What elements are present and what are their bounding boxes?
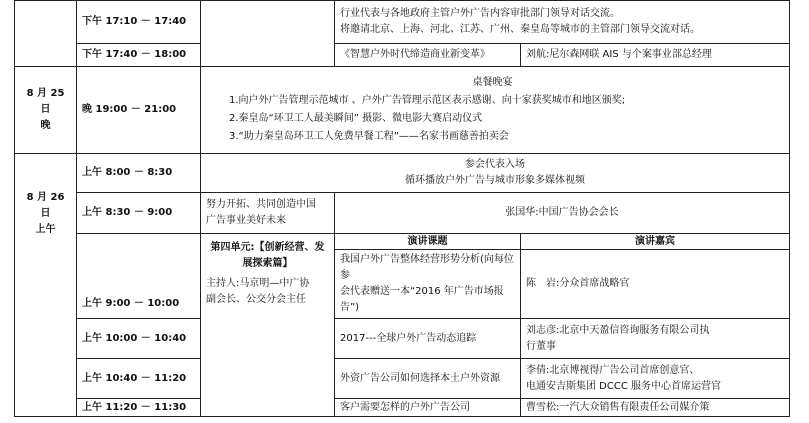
column-header-topic: 演讲课题: [335, 234, 521, 250]
table-row: [15, 1, 790, 44]
table-row: [15, 319, 790, 359]
content-cell: [201, 67, 790, 154]
theme-line: 广告事业美好未来: [206, 215, 286, 226]
time-cell: 上午 10:00 － 10:40: [77, 319, 201, 359]
guest-line: 电通安吉斯集团 DCCC 服务中心首席运营官: [526, 380, 722, 392]
topic-cell: 客户需要怎样的户外广告公司: [335, 399, 521, 417]
guest-cell: [521, 359, 790, 399]
table-row: [15, 44, 790, 67]
time-cell: 下午 17:40 － 18:00: [77, 44, 201, 67]
table-row: [15, 399, 790, 417]
theme-cell-empty: [201, 1, 335, 67]
speaker-cell: 张国华:中国广告协会会长: [335, 193, 790, 234]
topic-line: 我国户外广告整体经营形势分析(向每位参: [340, 254, 514, 281]
content-line: 行业代表与各地政府主管户外广告内容审批部门领导对话交流。: [340, 8, 620, 19]
content-cell: [201, 154, 790, 193]
table-row: [15, 154, 790, 193]
date-label: 8 月 25 日: [26, 88, 65, 115]
guest-cell: [521, 319, 790, 359]
unit-title: 第四单元:【创新经营、发: [210, 242, 325, 253]
content-line: 循环播放户外广告与城市形象多媒体视频: [405, 175, 585, 186]
event-item: 2.秦皇岛“环卫工人最美瞬间” 摄影、微电影大赛启动仪式: [229, 113, 483, 124]
guest-cell: 陈 岩:分众首席战略官: [521, 250, 790, 319]
guest-line: 李倩:北京博视得广告公司首席创意官、: [526, 364, 700, 376]
content-line: 将邀请北京、上海、河北、江苏、广州、秦皇岛等城市的主管部门领导交流对话。: [340, 24, 700, 35]
time-cell: 晚 19:00 － 21:00: [77, 67, 201, 154]
time-cell: 上午 10:40 － 11:20: [77, 359, 201, 399]
event-heading: 桌餐晚宴: [472, 77, 513, 88]
date-cell: [15, 154, 77, 417]
table-row: [15, 359, 790, 399]
theme-cell: [201, 193, 335, 234]
date-period: 上午: [35, 224, 56, 235]
time-cell: 上午 9:00 － 10:00: [77, 234, 201, 319]
topic-cell: 《智慧户外时代缔造商业新变革》: [335, 44, 521, 67]
date-period: 晚: [40, 120, 51, 131]
guest-line: 行董事: [526, 340, 556, 352]
guest-cell: 曹雪松:一汽大众销售有限责任公司媒介策: [521, 399, 790, 417]
time-cell: 上午 11:20 － 11:30: [77, 399, 201, 417]
event-item: 3.“助力秦皇岛环卫工人免费早餐工程”——名家书画慈善拍卖会: [229, 131, 509, 142]
time-cell: 下午 17:10 － 17:40: [77, 1, 201, 44]
topic-cell: 2017---全球户外广告动态追踪: [335, 319, 521, 359]
date-cell: [15, 67, 77, 154]
date-label: 8 月 26 日: [26, 192, 65, 219]
topic-cell: [335, 250, 521, 319]
table-row: [15, 67, 790, 154]
time-cell: 上午 8:30 － 9:00: [77, 193, 201, 234]
event-item: 1.向户外广告管理示范城市 、户外广告管理示范区表示感谢、向十家获奖城市和地区颁奖;: [229, 95, 626, 106]
date-cell-empty: [15, 1, 77, 67]
host-line: 主持人:马京明—中广协: [206, 278, 310, 289]
schedule-table: [14, 0, 790, 417]
speaker-cell: 刘航:尼尔森网联 AIS 与个案事业部总经理: [521, 44, 790, 67]
column-header-guest: 演讲嘉宾: [521, 234, 790, 250]
content-line: 参会代表入场: [465, 159, 525, 170]
unit-cell: [201, 234, 335, 417]
table-row: [15, 193, 790, 234]
topic-cell: 外资广告公司如何选择本土户外资源: [335, 359, 521, 399]
table-row: [15, 234, 790, 250]
guest-line: 刘志彦:北京中天盈信咨询服务有限公司执: [526, 324, 710, 336]
unit-title: 展探索篇】: [242, 258, 293, 269]
topic-line: 会代表赠送一本“2016 年广告市场报告”): [340, 286, 504, 313]
content-cell: [335, 1, 790, 44]
time-cell: 上午 8:00 － 8:30: [77, 154, 201, 193]
theme-line: 努力开拓、共同创造中国: [206, 199, 316, 210]
host-line: 副会长、公交分会主任: [206, 294, 306, 305]
